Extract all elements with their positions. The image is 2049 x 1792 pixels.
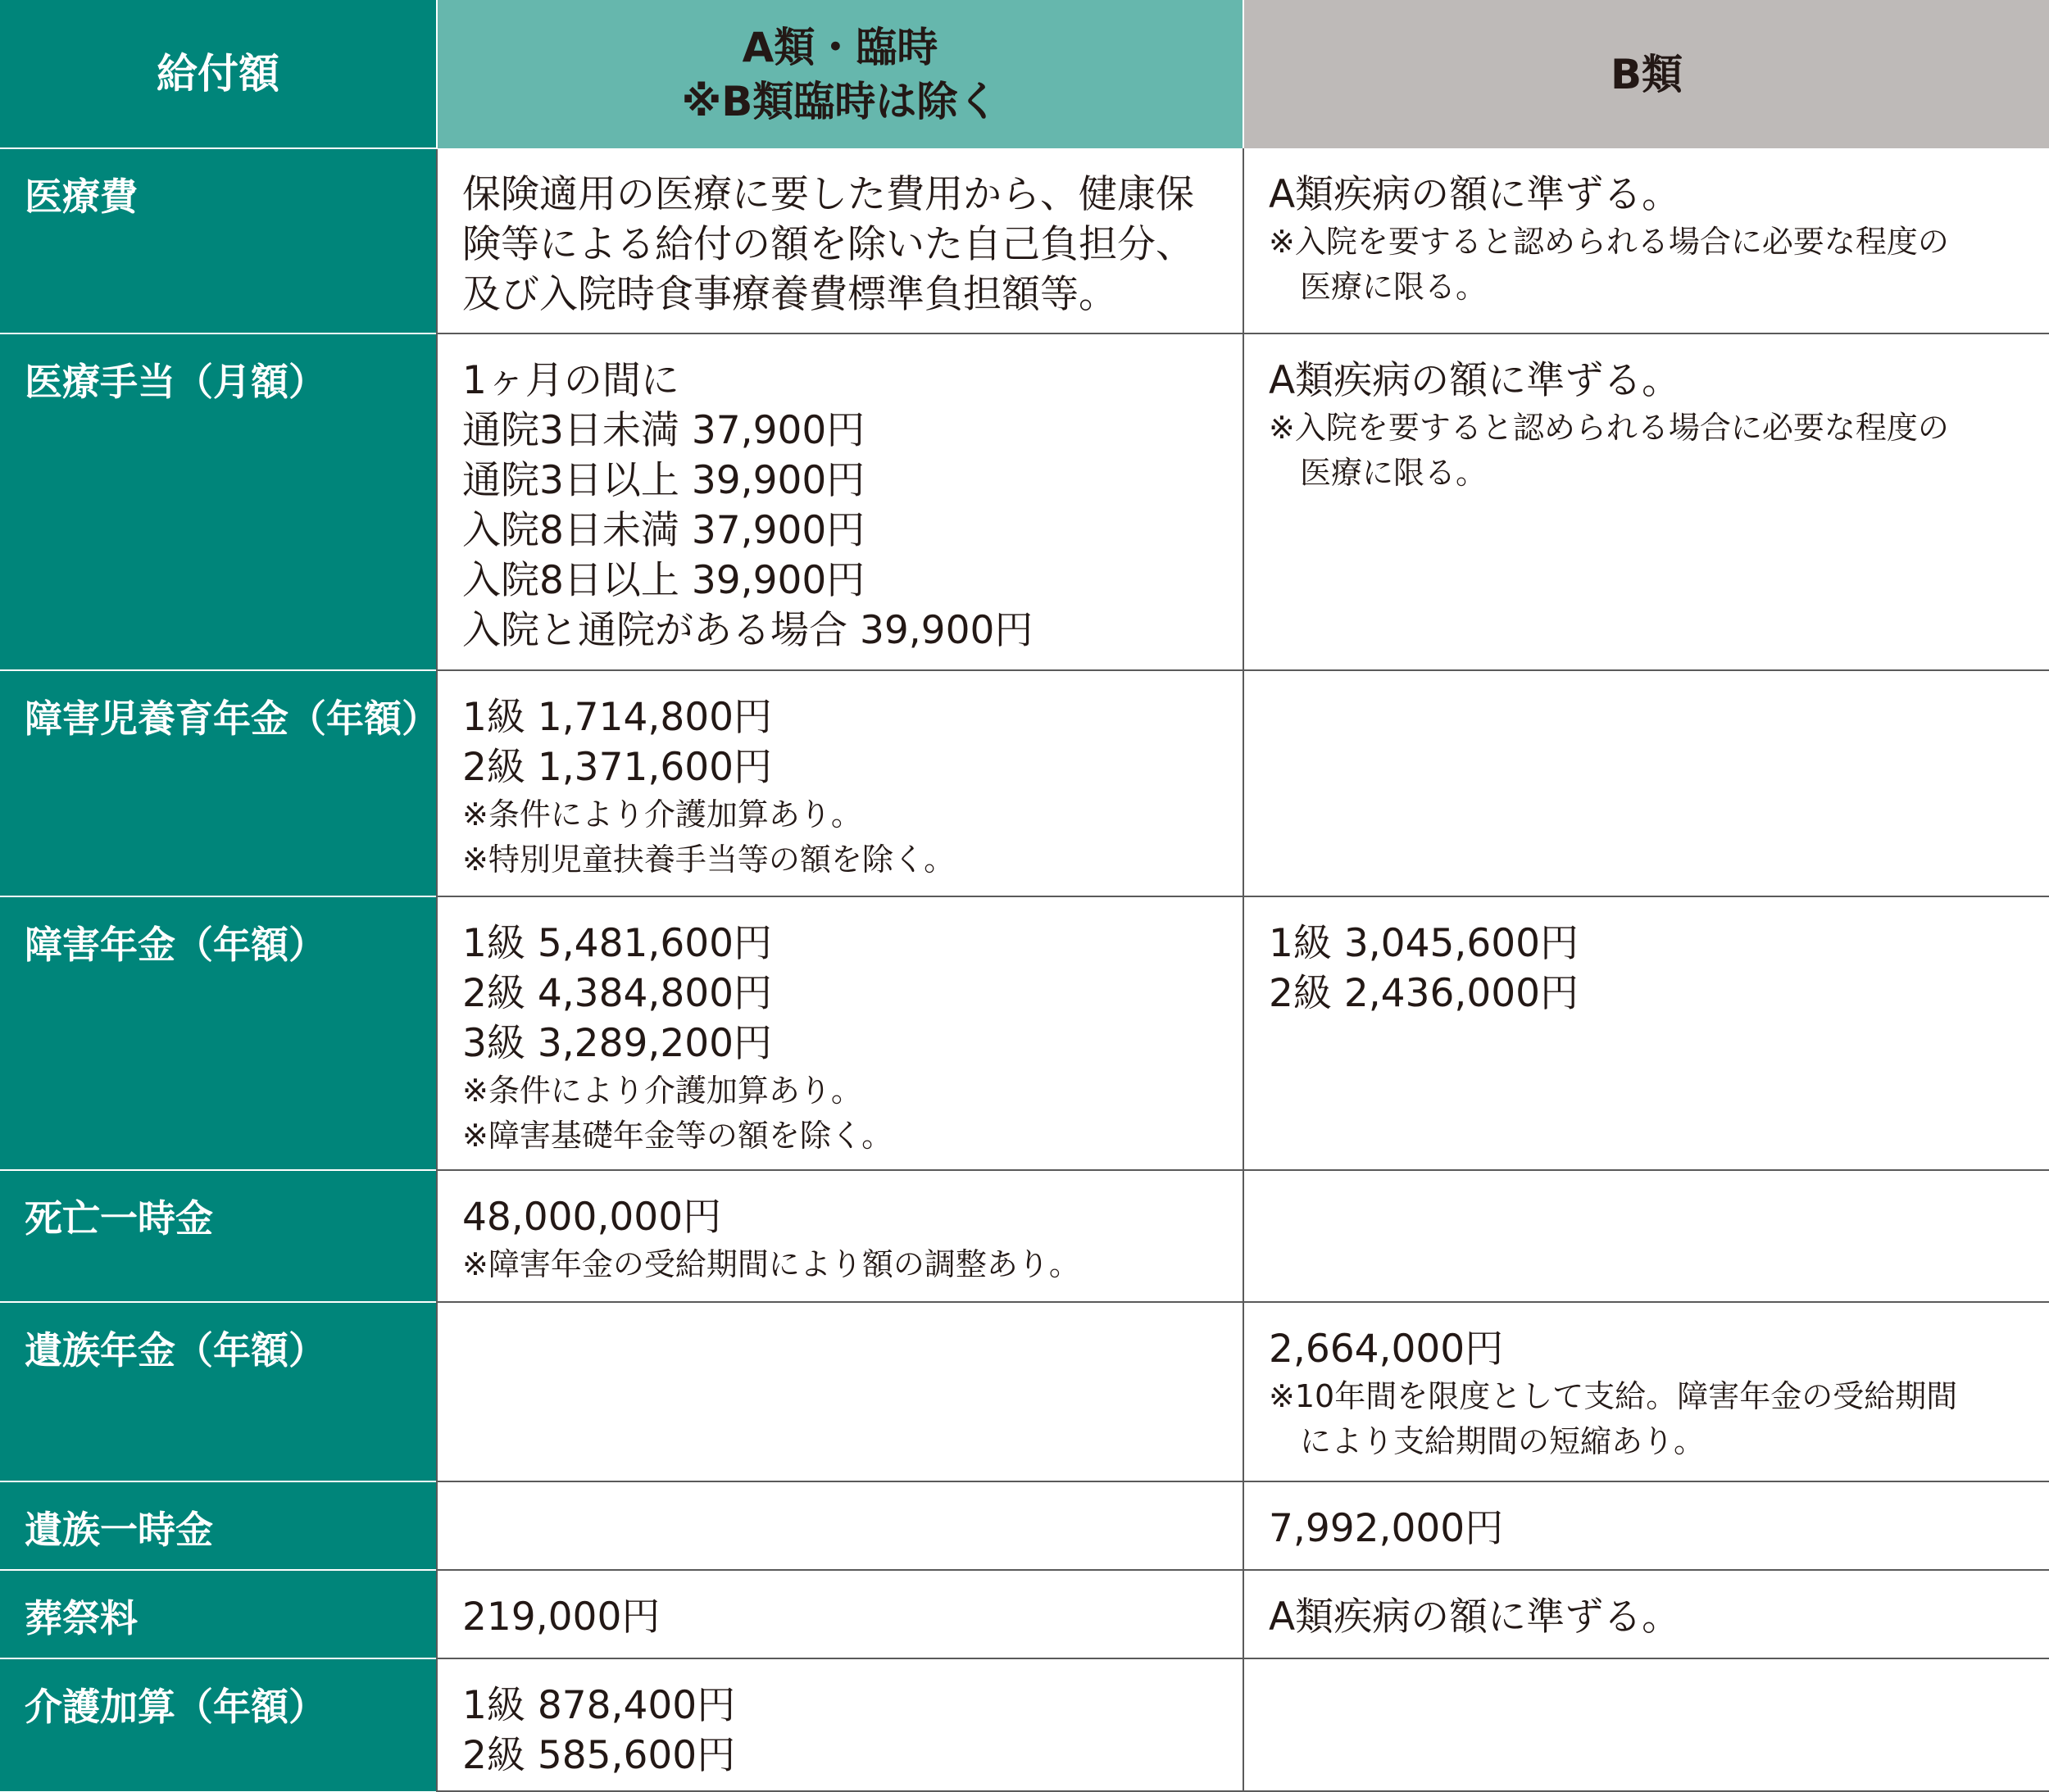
row-label-medical-expense: 医療費 (0, 148, 437, 333)
cell-type-b (1243, 333, 2049, 670)
cell-type-b (1243, 1302, 2049, 1481)
row-label-care-addition: 介護加算（年額） (0, 1658, 437, 1791)
cell-type-a (437, 1658, 1243, 1791)
cell-type-b (1243, 1481, 2049, 1570)
cell-type-b-empty (1243, 1658, 2049, 1791)
cell-line: 48,000,000円 (462, 1195, 722, 1240)
table-row (0, 896, 2049, 1170)
cell-line: 入院と通院がある場合 39,900円 (462, 608, 1034, 653)
cell-line: 3級 3,289,200円 (462, 1021, 773, 1066)
cell-line: 219,000円 (462, 1595, 661, 1640)
cell-type-a (437, 333, 1243, 670)
cell-note: ※条件により介護加算あり。 (462, 1073, 862, 1109)
cell-text: 7,992,000円 (1269, 1506, 1504, 1551)
cell-line: 1ヶ月の間に (462, 358, 679, 403)
cell-line: 1級 1,714,800円 (462, 695, 773, 740)
cell-note: ※特別児童扶養手当等の額を除く。 (462, 842, 956, 878)
cell-line: 2級 1,371,600円 (462, 745, 773, 790)
cell-note: ※条件により介護加算あり。 (462, 796, 862, 832)
cell-type-a (437, 896, 1243, 1170)
cell-type-a (437, 148, 1243, 333)
cell-note: により支給期間の短縮あり。 (1300, 1423, 1706, 1459)
cell-type-b-empty (1243, 670, 2049, 896)
cell-line: 通院3日未満 37,900円 (462, 408, 865, 453)
cell-type-a (437, 1570, 1243, 1658)
row-label-disabled-child-pension: 障害児養育年金（年額） (0, 670, 437, 896)
row-label-survivor-pension: 遺族年金（年額） (0, 1302, 437, 1481)
cell-text: A類疾病の額に準ずる。 (1269, 358, 1681, 403)
table-row (0, 333, 2049, 670)
cell-line: 2級 585,600円 (462, 1733, 736, 1778)
cell-type-b-empty (1243, 1170, 2049, 1302)
header-label: 給付額 (0, 0, 437, 148)
cell-note: ※10年間を限度として支給。障害年金の受給期間 (1269, 1378, 1958, 1414)
cell-line: 2級 4,384,800円 (462, 971, 773, 1016)
cell-type-a (437, 1170, 1243, 1302)
cell-note: ※入院を要すると認められる場合に必要な程度の (1269, 224, 1949, 260)
cell-note: ※入院を要すると認められる場合に必要な程度の (1269, 410, 1949, 446)
cell-line: 入院8日未満 37,900円 (462, 508, 865, 553)
cell-line: 入院8日以上 39,900円 (462, 558, 865, 603)
table-row (0, 670, 2049, 896)
header-type-a (437, 0, 1243, 148)
cell-type-a-empty (437, 1481, 1243, 1570)
cell-type-b (1243, 896, 2049, 1170)
cell-note: ※障害基礎年金等の額を除く。 (462, 1118, 893, 1154)
cell-type-a-empty (437, 1302, 1243, 1481)
cell-line: 1級 5,481,600円 (462, 921, 773, 966)
header-type-a-line1: A類・臨時 (742, 23, 938, 71)
row-label-funeral-fee: 葬祭料 (0, 1570, 437, 1658)
cell-text: 2,664,000円 (1269, 1327, 1504, 1372)
table-row (0, 148, 2049, 333)
cell-text: A類疾病の額に準ずる。 (1269, 172, 1681, 217)
cell-note: ※障害年金の受給期間により額の調整あり。 (462, 1246, 1080, 1282)
cell-line: 2級 2,436,000円 (1269, 971, 1579, 1016)
row-label-disability-pension: 障害年金（年額） (0, 896, 437, 1170)
row-label-survivor-lump-sum: 遺族一時金 (0, 1481, 437, 1570)
header-row (0, 0, 2049, 148)
cell-text: A類疾病の額に準ずる。 (1269, 1595, 1681, 1640)
cell-line: 1級 878,400円 (462, 1683, 736, 1728)
row-label-medical-allowance: 医療手当（月額） (0, 333, 437, 670)
table-row (0, 1658, 2049, 1791)
table-row (0, 1481, 2049, 1570)
table-row (0, 1570, 2049, 1658)
cell-type-a (437, 670, 1243, 896)
table-row (0, 1302, 2049, 1481)
cell-text: 保険適用の医療に要した費用から、健康保険等による給付の額を除いた自己負担分、及び入院時食事療養費標準負担額等。 (462, 172, 1194, 317)
cell-type-b (1243, 1570, 2049, 1658)
cell-line: 1級 3,045,600円 (1269, 921, 1579, 966)
header-type-b: B類 (1243, 0, 2049, 148)
cell-line: 通院3日以上 39,900円 (462, 458, 865, 503)
table-row (0, 1170, 2049, 1302)
row-label-death-lump-sum: 死亡一時金 (0, 1170, 437, 1302)
cell-type-b (1243, 148, 2049, 333)
header-type-a-line2: ※B類臨時は除く (681, 77, 999, 125)
cell-note: 医療に限る。 (1300, 269, 1488, 305)
cell-note: 医療に限る。 (1300, 455, 1488, 491)
